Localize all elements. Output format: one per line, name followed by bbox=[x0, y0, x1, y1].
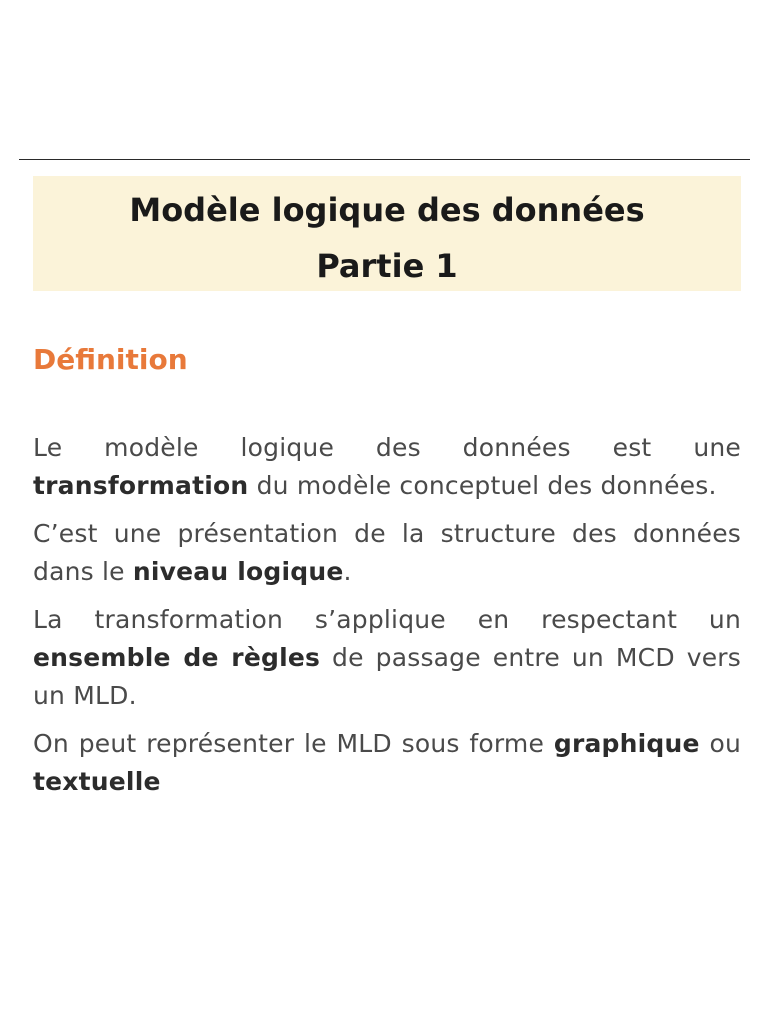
paragraph-text: de passage entre un MCD vers un MLD. bbox=[33, 643, 741, 710]
bold-term: ensemble de règles bbox=[33, 643, 321, 672]
paragraph-1 bbox=[33, 429, 741, 505]
body-text bbox=[33, 429, 741, 811]
page-subtitle: Partie 1 bbox=[316, 247, 458, 285]
bold-term: textuelle bbox=[33, 767, 161, 796]
paragraph-text: . bbox=[343, 557, 352, 586]
paragraph-2 bbox=[33, 515, 741, 591]
section-heading: Définition bbox=[33, 343, 188, 376]
paragraph-text: Le modèle logique des données est une bbox=[33, 433, 741, 462]
paragraph-text: du modèle conceptuel des données. bbox=[248, 471, 717, 500]
paragraph-text: ou bbox=[699, 729, 741, 758]
paragraph-text: La transformation s’applique en respectant un bbox=[33, 605, 741, 634]
paragraph-3 bbox=[33, 601, 741, 715]
page-title: Modèle logique des données bbox=[129, 191, 645, 229]
paragraph-4 bbox=[33, 725, 741, 801]
bold-term: graphique bbox=[553, 729, 700, 758]
bold-term: transformation bbox=[33, 471, 249, 500]
paragraph-text: C’est une présentation de la structure des données dans le bbox=[33, 519, 741, 586]
top-divider bbox=[19, 159, 750, 160]
title-banner bbox=[33, 176, 741, 291]
bold-term: niveau logique bbox=[132, 557, 344, 586]
paragraph-text: On peut représenter le MLD sous forme bbox=[33, 729, 554, 758]
